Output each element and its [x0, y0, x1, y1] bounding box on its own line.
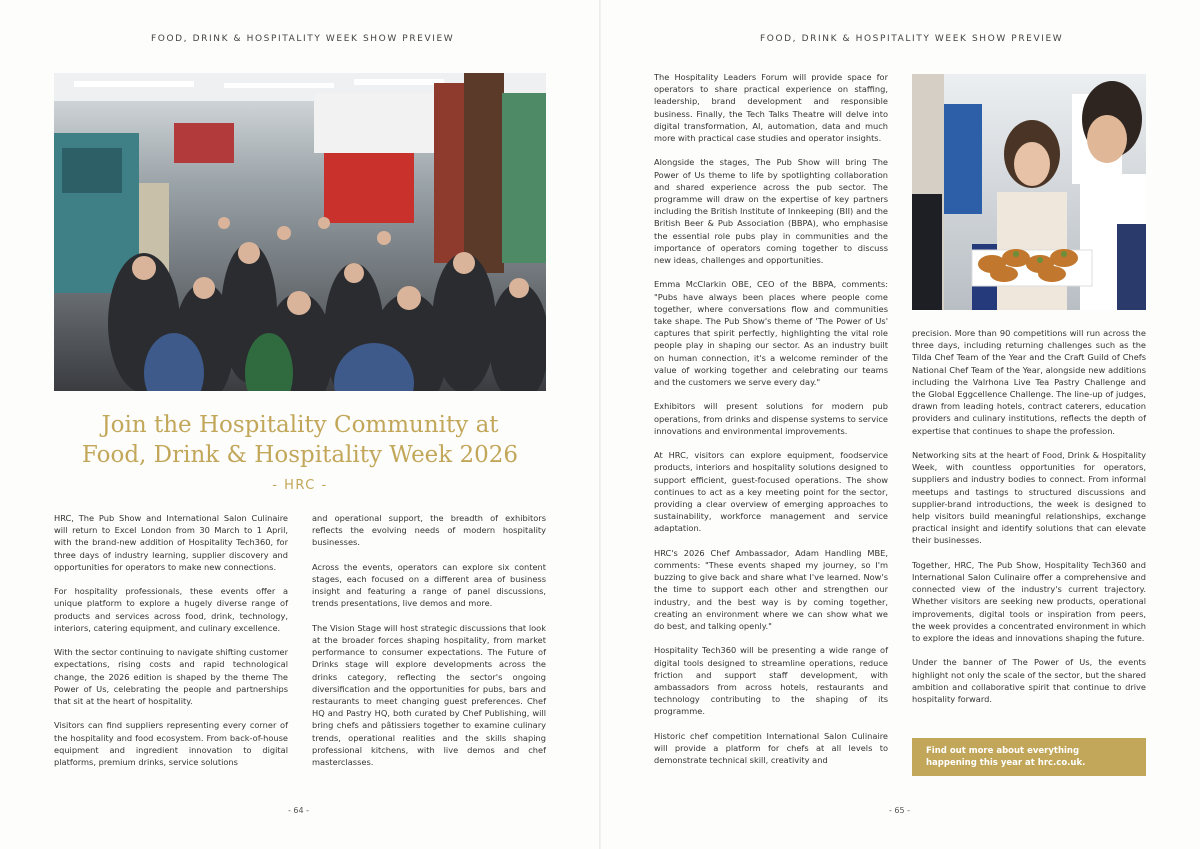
article-headline [54, 410, 546, 470]
hrc-website-callout[interactable] [912, 738, 1146, 776]
callout-text: Find out more about everything happening this year at hrc.co.uk. [926, 746, 1086, 768]
right-column-2 [912, 327, 1146, 717]
paragraph: precision. More than 90 competitions will run across the three days, including returning challenges such as the Tilda Chef Team of the Year and the Craft Guild of Chefs National Chef Team of the Year, alongside new additions including the Valrhona Live Tea Pastry Challenge and the Global Eggcellence Challenge. The line-up of judges, drawn from leading hotels, contract caterers, education providers and culinary institutions, reflects the depth of expertise that continues to shape the profession. [912, 328, 1146, 436]
paragraph: Together, HRC, The Pub Show, Hospitality Tech360 and International Salon Culinaire offer a comprehensive and connected view of the industry's current trajectory. Whether visitors are seeking new products, operational improvements, digital tools or inspiration from peers, the week provides a concentrated environment in which to explore the ideas and innovations shaping the future. [912, 559, 1146, 644]
left-column-1 [54, 512, 288, 780]
running-head: FOOD, DRINK & HOSPITALITY WEEK SHOW PREVIEW [760, 34, 1064, 44]
byline: - HRC - [272, 478, 328, 493]
paragraph: and operational support, the breadth of exhibitors reflects the evolving needs of modern hospitality businesses. [312, 513, 546, 548]
paragraph: HRC, The Pub Show and International Salon Culinaire will return to Excel London from 30 March to 1 April, with the brand-new addition of Hospitality Tech360, for three days of industry learning, supplier discovery and opportunities for operators to make new connections. [54, 513, 288, 572]
page-number: - 64 - [288, 806, 310, 815]
paragraph: Visitors can find suppliers representing every corner of the hospitality and food ecosystem. From back-of-house equipment and ingredient innovation to digital platforms, premium drinks, service solutions [54, 720, 288, 768]
page-number: - 65 - [889, 806, 911, 815]
paragraph: Across the events, operators can explore six content stages, each focused on a different area of business insight and featuring a range of panel discussions, trends presentations, live demos and more. [312, 561, 546, 609]
paragraph: HRC's 2026 Chef Ambassador, Adam Handling MBE, comments: "These events shaped my journey, so I'm buzzing to give back and share what I've learned. Now's the time to support each other and strengthen our industry, and the best way is by coming together, creating an environment where we can show what we do best, and talking openly." [654, 547, 888, 632]
paragraph: Networking sits at the heart of Food, Drink & Hospitality Week, with countless opportunities for operators, suppliers and industry bodies to connect. From informal meetups and tastings to structured discussions and supplier-brand introductions, the week is designed to help visitors build meaningful relationships, exchange practical insight and identify solutions that can elevate their businesses. [912, 450, 1146, 546]
paragraph: For hospitality professionals, these events offer a unique platform to explore a hugely diverse range of products and services across food, drink, technology, interiors, catering equipment, and culinary excellence. [54, 586, 288, 633]
headline-line-1: Join the Hospitality Community at [101, 412, 499, 438]
paragraph: The Vision Stage will host strategic discussions that look at the broader forces shaping hospitality, from market performance to consumer expectations. The Future of Drinks stage will explore developments across the drinks category, reflecting the sector's ongoing diversification and the opportunities for pubs, bars and restaurants to meet changing guest preferences. Chef HQ and Pastry HQ, both curated by Chef Publishing, will bring chefs and pâtissiers together to examine culinary trends, operational realities and the skills shaping professional kitchens, with live demos and chef masterclasses. [312, 622, 546, 768]
paragraph: Hospitality Tech360 will be presenting a wide range of digital tools designed to streamline operations, reduce friction and support staff development, with ambassadors from across hotels, restaurants and technology contributing to the shaping of its programme. [654, 645, 888, 717]
paragraph: With the sector continuing to navigate shifting customer expectations, rising costs and rapid technological change, the 2026 edition is shaped by the theme The Power of Us, celebrating the people and partnerships that sit at the heart of hospitality. [54, 647, 288, 707]
paragraph: Historic chef competition International Salon Culinaire will provide a platform for chefs at all levels to demonstrate technical skill, creativity and [654, 730, 888, 766]
paragraph: The Hospitality Leaders Forum will provide space for operators to share practical experience on staffing, leadership, brand development and responsible business. Finally, the Tech Talks Theatre will delve into digital transformation, AI, automation, data and much more with practical case studies and operator insights. [654, 72, 888, 144]
page-65 [600, 0, 1200, 849]
headline-line-2: Food, Drink & Hospitality Week 2026 [81, 442, 519, 468]
food-tasting-photo [912, 74, 1146, 310]
paragraph: Exhibitors will present solutions for modern pub operations, from drinks and dispense systems to service innovations and environmental improvements. [654, 401, 888, 436]
left-column-2 [312, 512, 546, 780]
right-column-1 [654, 71, 888, 779]
paragraph: Emma McClarkin OBE, CEO of the BBPA, comments: "Pubs have always been places where people come together, where conversations flow and communities take shape. The Pub Show's theme of 'The Power of Us' captures that spirit perfectly, highlighting the vital role people play in shaping our sector. As an industry built on human connection, it's a welcome reminder of the value of working together and celebrating our teams and the customers we serve every day." [654, 279, 888, 388]
paragraph: Alongside the stages, The Pub Show will bring The Power of Us theme to life by spotlighting collaboration and shared experience across the pub sector. The programme will draw on the expertise of key partners including the British Institute of Innkeeping (BII) and the British Beer & Pub Association (BBPA), who emphasise the essential role pubs play in communities and the importance of operators coming together to discuss new ideas, challenges and opportunities. [654, 157, 888, 266]
paragraph: Under the banner of The Power of Us, the events highlight not only the scale of the sector, but the shared ambition and collaborative spirit that continue to drive hospitality forward. [912, 657, 1146, 705]
running-head: FOOD, DRINK & HOSPITALITY WEEK SHOW PREVIEW [151, 34, 455, 44]
exhibition-hall-photo [54, 73, 546, 391]
paragraph: At HRC, visitors can explore equipment, foodservice products, interiors and hospitality solutions designed to support efficient, guest-focused operations. The show continues to act as a key meeting point for the sector, providing a clear overview of emerging approaches to sustainability, workforce management and service adaptation. [654, 450, 888, 534]
